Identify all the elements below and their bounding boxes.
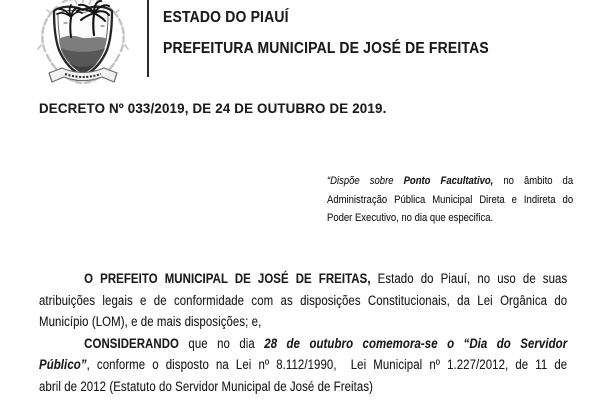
text-line [327, 191, 573, 210]
text-run: no âmbito da [493, 175, 574, 187]
text-run: CONSIDERANDO [84, 335, 179, 351]
decree-title: DECRETO Nº 033/2019, DE 24 DE OUTUBRO DE 2019. [39, 100, 387, 116]
text-run: abril de 2012 (Estatuto do Servidor Municipal de José de Freitas) [39, 378, 374, 394]
epigraph-block [327, 172, 573, 228]
text-line [39, 268, 567, 290]
text-line [39, 290, 567, 312]
text-line [39, 333, 567, 355]
text-run: 28 de outubro comemora-se o “Dia do Servidor [264, 335, 568, 351]
text-run: que no dia [178, 335, 265, 351]
decree-body [39, 268, 567, 398]
text-run: Administração Pública Municipal Direta e Indireta do [327, 193, 574, 206]
text-line [39, 354, 567, 376]
municipal-coat-of-arms-icon [31, 0, 135, 89]
letterhead-municipality-line: PREFEITURA MUNICIPAL DE JOSÉ DE FREITAS [163, 40, 489, 57]
text-run: Poder Executivo, no dia que especifica. [327, 212, 494, 225]
text-run: , conforme o disposto na Lei nº 8.112/1990, Lei Municipal nº 1.227/2012, de 11 de [86, 357, 568, 373]
text-line [327, 172, 573, 191]
text-line [39, 311, 567, 333]
text-run: “Dispõe sobre [327, 175, 404, 187]
text-line [39, 376, 567, 398]
letterhead-state-line: ESTADO DO PIAUÍ [163, 9, 289, 26]
text-run: Público” [39, 357, 87, 373]
text-run: O PREFEITO MUNICIPAL DE JOSÉ DE FREITAS, [84, 271, 371, 286]
paragraph-preamble [39, 268, 567, 333]
text-run: Ponto Facultativo, [403, 175, 494, 187]
seal-svg [31, 0, 135, 89]
text-run: Estado do Piauí, no uso de suas [370, 271, 568, 286]
seal-shield [54, 7, 112, 76]
paragraph-considerando [39, 333, 567, 398]
text-run: Município (LOM), e de mais disposições; e, [39, 314, 262, 330]
text-line [327, 209, 573, 228]
text-run: atribuições legais e de conformidade com as disposições Constitucionais, da Lei Orgânica do [39, 292, 568, 308]
letterhead-divider [147, 0, 149, 77]
